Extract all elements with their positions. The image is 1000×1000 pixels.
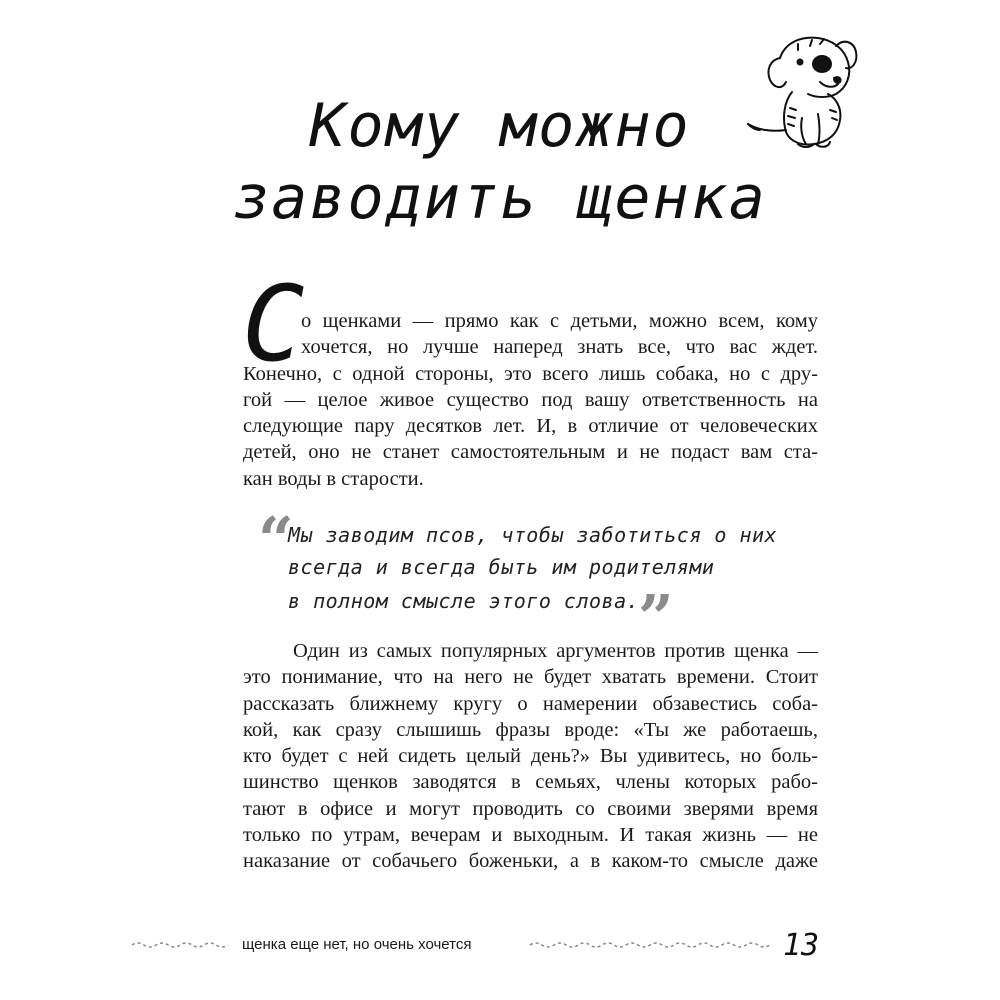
paragraph-line: наказание от собачьего боженьки, а в каком-то смысле даже xyxy=(243,850,818,873)
quote-close-mark: ” xyxy=(638,581,674,654)
paragraph-line: хочется, но лучше наперед знать все, что вас ждет. xyxy=(301,336,818,359)
paragraph-line: шинство щенков заводятся в семьях, члены которых рабо- xyxy=(243,771,818,794)
paragraph-line: следующие пару десятков лет. И, в отличие от человеческих xyxy=(243,415,818,438)
paragraph-line: гой — целое живое существо под вашу ответственность на xyxy=(243,388,818,411)
paragraph-line: о щенками — прямо как с детьми, можно всем, кому xyxy=(301,310,818,332)
chapter-title-line-2: заводить щенка xyxy=(233,163,767,233)
wavy-line-left-icon xyxy=(130,938,235,952)
paragraph-line: Один из самых популярных аргументов против щенка — xyxy=(293,640,818,662)
paragraph-line: это понимание, что на него не будет хватать времени. Стоит xyxy=(243,666,818,689)
paragraph-1 xyxy=(243,308,818,492)
paragraph-line: только по утрам, вечерам и выходным. И такая жизнь — не xyxy=(243,824,818,847)
drop-cap: С xyxy=(242,263,305,385)
quote-line: всегда и всегда быть им родителями xyxy=(288,555,715,579)
chapter-title-line-1: Кому можно xyxy=(309,91,691,161)
paragraph-line: кой, как сразу слышишь фразы вроде: «Ты же работаешь, xyxy=(243,718,818,741)
quote-line: Мы заводим псов, чтобы заботиться о них xyxy=(288,523,778,547)
paragraph-line: тают в офисе и могут проводить со своими зверями время xyxy=(243,797,818,820)
paragraph-line: Конечно, с одной стороны, это всего лишь собака, но с дру- xyxy=(243,362,818,385)
paragraph-line: детей, оно не станет самостоятельным и не подаст вам ста- xyxy=(243,441,818,464)
quote-line: в полном смысле этого слова. xyxy=(288,589,640,613)
paragraph-line: рассказать ближнему кругу о намерении обзавестись соба- xyxy=(243,692,818,715)
page-footer xyxy=(0,928,1000,968)
paragraph-line: кан воды в старости. xyxy=(243,467,424,490)
page-number: 13 xyxy=(783,928,820,963)
quote-open-mark: “ xyxy=(258,503,294,576)
wavy-line-right-icon xyxy=(528,938,773,952)
paragraph-line: кто будет с ней сидеть целый день?» Вы удивитесь, но боль- xyxy=(243,745,818,768)
running-head: щенка еще нет, но очень хочется xyxy=(242,936,472,953)
paragraph-2 xyxy=(243,638,818,875)
